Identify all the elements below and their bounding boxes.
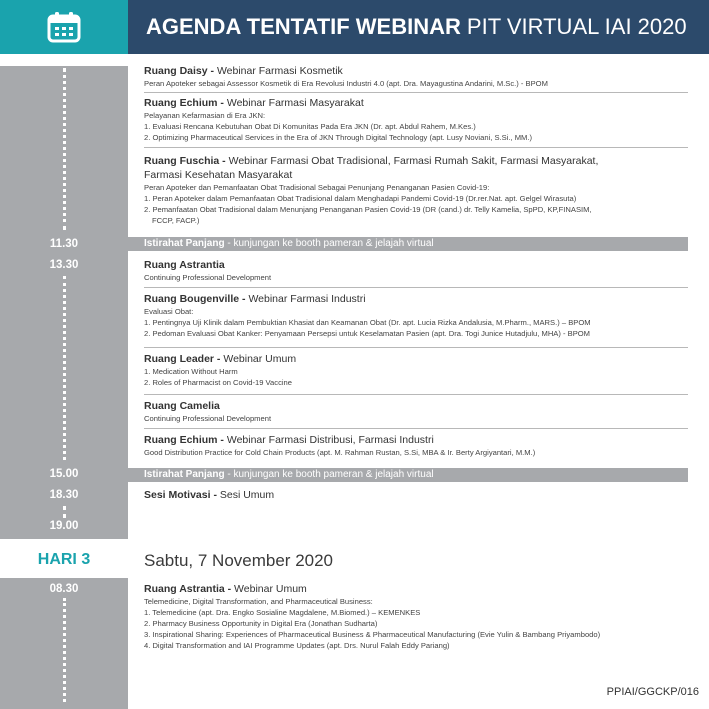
break-title: Istirahat Panjang: [144, 469, 225, 480]
session-line: Good Distribution Practice for Cold Chain Products (apt. M. Rahman Rustan, S.Si, MBA & Ir. Berty Argiyantari, M.M.): [144, 448, 536, 457]
session-topic: Webinar Umum: [223, 353, 297, 365]
session-daisy: [144, 64, 688, 93]
time-label: 13.30: [49, 259, 79, 271]
document-code: PPIAI/GGCKP/016: [606, 686, 699, 698]
session-line: 1. Medication Without Harm: [144, 367, 238, 376]
session-line: Telemedicine, Digital Transformation, and Pharmaceutical Business:: [144, 597, 373, 606]
session-echium-distribusi: [144, 433, 688, 463]
room-name: Ruang Echium -: [144, 434, 224, 446]
session-line: Peran Apoteker sebagai Assessor Kosmetik di Era Revolusi Industri 4.0 (apt. Dra. Mayagustina Andarini, M.Sc.) - BPOM: [144, 79, 548, 88]
timeline-dots: [63, 506, 66, 518]
session-astrantia: [144, 258, 688, 288]
session-topic: Sesi Umum: [219, 489, 275, 501]
session-bougenville: [144, 292, 688, 348]
session-topic: Webinar Farmasi Distribusi, Farmasi Industri: [226, 434, 434, 446]
day-label: HARI 3: [37, 551, 91, 568]
session-leader: [144, 352, 688, 395]
room-name: Ruang Daisy -: [144, 65, 215, 77]
session-line: 1. Peran Apoteker dalam Pemanfaatan Obat Tradisional dalam Menghadapi Pandemi Covid-19 (Dr.rer.Nat. apt. Gelgel Wirasuta): [144, 194, 577, 203]
time-label: 19.00: [49, 520, 79, 532]
timeline-dots: [63, 276, 66, 460]
calendar-icon: [47, 11, 81, 43]
time-label: 18.30: [49, 489, 79, 501]
session-topic: Webinar Farmasi Masyarakat: [226, 97, 364, 109]
session-echium: [144, 96, 688, 148]
session-line: 2. Roles of Pharmacist on Covid-19 Vaccine: [144, 378, 293, 387]
session-line: 2. Optimizing Pharmaceutical Services in the Era of JKN Through Digital Technology (apt. Lusy Noviani, S.Si., MM.): [144, 133, 533, 142]
header-icon-box: [0, 0, 128, 54]
room-name: Sesi Motivasi -: [144, 489, 217, 501]
session-line: Evaluasi Obat:: [144, 307, 194, 316]
room-name: Ruang Leader -: [144, 353, 221, 365]
session-motivasi: [144, 488, 688, 504]
break-desc: - kunjungan ke booth pameran & jelajah virtual: [224, 469, 434, 480]
session-line: Peran Apoteker dan Pemanfaatan Obat Tradisional Sebagai Penunjang Penanganan Pasien Covid-19:: [144, 183, 490, 192]
day-date: Sabtu, 7 November 2020: [144, 551, 334, 570]
session-astrantia-day3: [144, 582, 688, 662]
session-topic: Webinar Farmasi Kosmetik: [216, 65, 343, 77]
break-bar: [128, 468, 688, 482]
room-name: Ruang Camelia: [144, 400, 220, 412]
session-line: Continuing Professional Development: [144, 273, 272, 282]
session-fuschia: [144, 154, 688, 234]
session-line: 1. Pentingnya Uji Klinik dalam Pembuktian Khasiat dan Keamanan Obat (Dr. apt. Lucia Rizka Andalusia, M.Pharm., MARS.) – BPOM: [144, 318, 591, 327]
session-line: Pelayanan Kefarmasian di Era JKN:: [144, 111, 266, 120]
session-line: 4. Digital Transformation and IAI Programme Updates (apt. Drs. Nurul Falah Eddy Pariang): [144, 641, 450, 650]
time-label: 11.30: [49, 238, 79, 250]
time-label: 08.30: [49, 583, 79, 595]
room-name: Ruang Echium -: [144, 97, 224, 109]
session-topic: Webinar Farmasi Obat Tradisional, Farmasi Rumah Sakit, Farmasi Masyarakat,: [228, 155, 599, 167]
session-line: 1. Evaluasi Rencana Kebutuhan Obat Di Komunitas Pada Era JKN (Dr. apt. Abdul Rahem, M.Kes.): [144, 122, 476, 131]
title-light: PIT VIRTUAL IAI 2020: [466, 14, 687, 39]
time-label: 15.00: [49, 468, 79, 480]
session-line: 2. Pharmacy Business Opportunity in Digital Era (Jonathan Sudharta): [144, 619, 378, 628]
break-bar: [128, 237, 688, 251]
session-topic-cont: Farmasi Kesehatan Masyarakat: [144, 169, 293, 181]
session-topic: Webinar Umum: [234, 583, 307, 595]
break-title: Istirahat Panjang: [144, 238, 225, 249]
title-bold: AGENDA TENTATIF WEBINAR: [146, 14, 461, 39]
timeline-dots: [63, 68, 66, 230]
page-title: [128, 0, 709, 54]
session-camelia: [144, 399, 688, 429]
timeline-dots: [63, 598, 66, 702]
room-name: Ruang Bougenville -: [144, 293, 246, 305]
session-line: 3. Inspirational Sharing: Experiences of Pharmaceutical Business & Pharmaceutical Manufacturing (Evie Yulin & Bambang Priyambodo): [144, 630, 601, 639]
session-line: FCCP, FACP.): [152, 216, 200, 225]
session-line: 1. Telemedicine (apt. Dra. Engko Sosialine Magdalene, M.Biomed.) – KEMENKES: [144, 608, 421, 617]
break-desc: - kunjungan ke booth pameran & jelajah virtual: [224, 238, 434, 249]
session-line: Continuing Professional Development: [144, 414, 272, 423]
room-name: Ruang Astrantia: [144, 259, 225, 271]
session-line: 2. Pedoman Evaluasi Obat Kanker: Penyamaan Persepsi untuk Keselamatan Pasien (apt. Dra. Togi Junice Hutadjulu, MHA) - BPOM: [144, 329, 591, 338]
session-line: 2. Pemanfaatan Obat Tradisional dalam Menunjang Penanganan Pasien Covid-19 (DR (cand.) dr. Telly Kamelia, SpPD, KP,FINASIM,: [144, 205, 592, 214]
room-name: Ruang Fuschia -: [144, 155, 226, 167]
room-name: Ruang Astrantia -: [144, 583, 232, 595]
session-topic: Webinar Farmasi Industri: [248, 293, 366, 305]
